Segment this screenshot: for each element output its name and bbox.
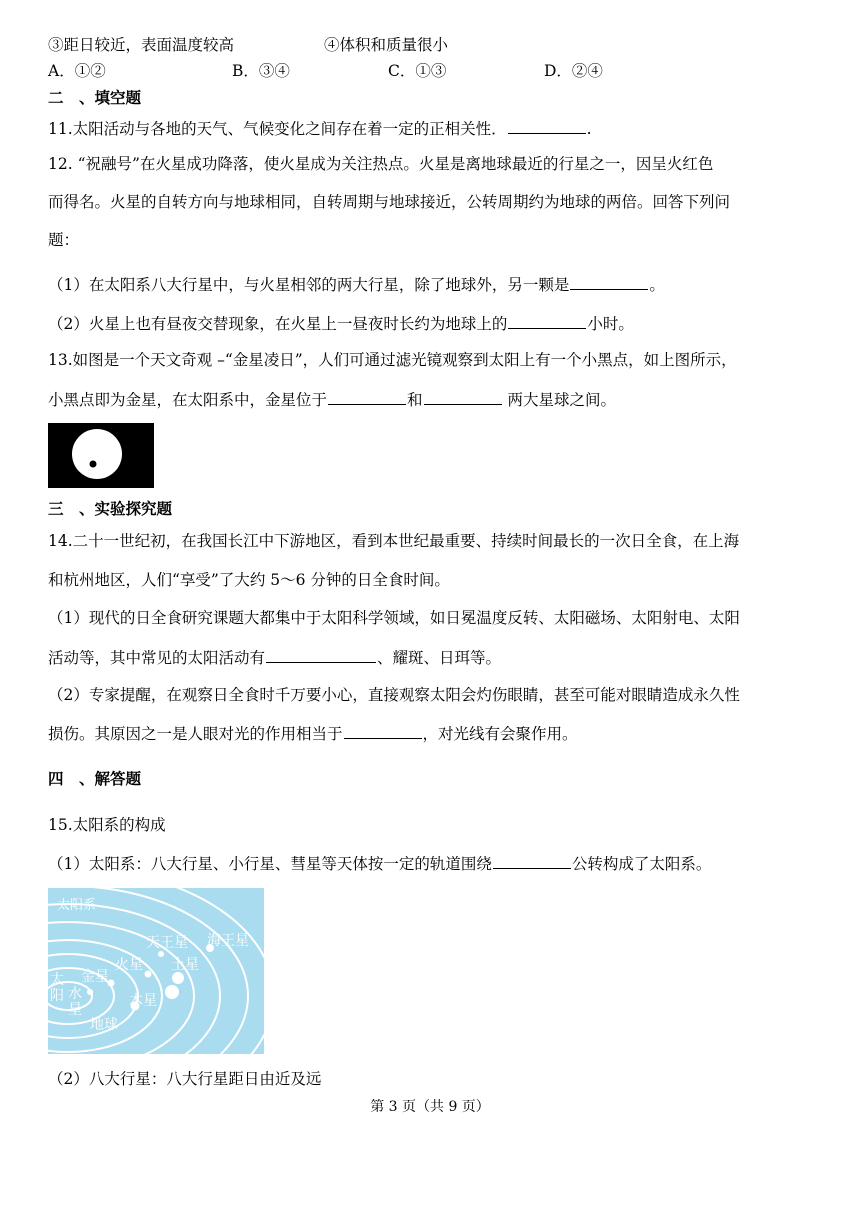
q15-sub1-end: 公转构成了太阳系。 [571,855,712,873]
q15-sub2: （2）八大行星：八大行星距日由近及远 [48,1070,322,1088]
uranus-label: 天王星 [146,935,188,951]
q10-option-4: ④体积和质量很小 [324,36,449,54]
answer-blank[interactable] [508,117,586,134]
answer-blank[interactable] [424,388,502,405]
q10-option-3: ③距日较近，表面温度较高 [48,36,235,54]
jupiter-label: 木星 [129,993,157,1009]
q15-title: 15.太阳系的构成 [48,816,166,834]
mercury-dot [87,989,93,995]
q13-line2 [48,388,616,411]
q13-line2-text: 小黑点即为金星，在太阳系中，金星位于 [48,391,328,409]
answer-blank[interactable] [266,646,376,663]
sun-label: 太阳 [50,972,64,1004]
q12-sub2-end: 小时。 [587,315,634,333]
choice-c: C．①③ [388,62,447,80]
section-heading-fill-blank: 二 、填空题 [48,88,142,107]
q12-sub2-text: （2）火星上也有昼夜交替现象，在火星上一昼夜时长约为地球上的 [48,315,508,333]
neptune-label: 海王星 [207,933,249,949]
solar-system-diagram [48,888,264,1054]
earth-label: 地球 [90,1017,118,1033]
answer-blank[interactable] [508,312,586,329]
q13-line1: 13.如图是一个天文奇观 –“金星凌日”，人们可通过滤光镜观察到太阳上有一个小黑点，如上图所示， [48,351,737,369]
q14-line1: 14.二十一世纪初，在我国长江中下游地区，看到本世纪最重要、持续时间最长的一次日全食，在上海 [48,532,740,550]
diagram-title: 太阳系 [57,898,97,913]
answer-blank[interactable] [570,273,648,290]
choice-d: D．②④ [544,62,603,80]
answer-blank[interactable] [344,722,422,739]
mars-label: 火星 [115,957,143,973]
q14-sub2-text: 损伤。其原因之一是人眼对光的作用相当于 [48,725,343,743]
venus-dot [90,461,97,468]
venus-transit-image [48,423,154,488]
jupiter-dot [165,985,179,999]
sun-disk [72,429,122,479]
mercury-label: 水星 [68,986,82,1018]
q14-sub1-line1: （1）现代的日全食研究课题大都集中于太阳科学领域，如日冕温度反转、太阳磁场、太阳射电、太阳 [48,609,740,627]
q15-sub1 [48,852,711,875]
section-heading-experiment: 三 、实验探究题 [48,499,173,518]
q14-sub2-end: ，对光线有会聚作用。 [422,725,578,743]
q14-sub2-line1: （2）专家提醒，在观察日全食时千万要小心，直接观察太阳会灼伤眼睛，甚至可能对眼睛造成永久性 [48,686,740,704]
section-heading-answer: 四 、解答题 [48,769,142,788]
q13-and: 和 [407,391,423,409]
q15-sub1-text: （1）太阳系：八大行星、小行星、彗星等天体按一定的轨道围绕 [48,855,492,873]
q14-sub1-end: 、耀斑、日珥等。 [377,649,502,667]
q14-sub2-line2 [48,722,578,745]
choice-a: A．①② [48,62,106,80]
q12-sub2 [48,312,634,335]
q14-line2: 和杭州地区，人们“享受”了大约 5～6 分钟的日全食时间。 [48,571,450,589]
q12-sub1-text: （1）在太阳系八大行星中，与火星相邻的两大行星，除了地球外，另一颗是 [48,276,570,294]
mars-dot [145,971,152,978]
q14-sub1-text: 活动等，其中常见的太阳活动有 [48,649,266,667]
q14-sub1-line2 [48,646,501,669]
page-footer: 第 3 页（共 9 页） [370,1099,490,1115]
q12-line2: 而得名。火星的自转方向与地球相同，自转周期与地球接近，公转周期约为地球的两倍。回答下列问 [48,193,731,211]
q11-end: . [586,120,592,138]
answer-blank[interactable] [493,852,571,869]
choice-b: B．③④ [232,62,290,80]
q12-line3: 题： [48,231,80,249]
saturn-label: 土星 [171,957,199,973]
q12-sub1-end: 。 [649,276,665,294]
q11-question: 11.太阳活动与各地的天气、气候变化之间存在着一定的正相关性． [48,120,507,138]
q11-text [48,117,592,140]
q13-line2-end: 两大星球之间。 [502,391,616,409]
q12-sub1 [48,273,665,296]
answer-blank[interactable] [328,388,406,405]
venus-label: 金星 [81,969,109,985]
q12-line1: 12. “祝融号”在火星成功降落，使火星成为关注热点。火星是离地球最近的行星之一，因呈火红色 [48,155,714,173]
